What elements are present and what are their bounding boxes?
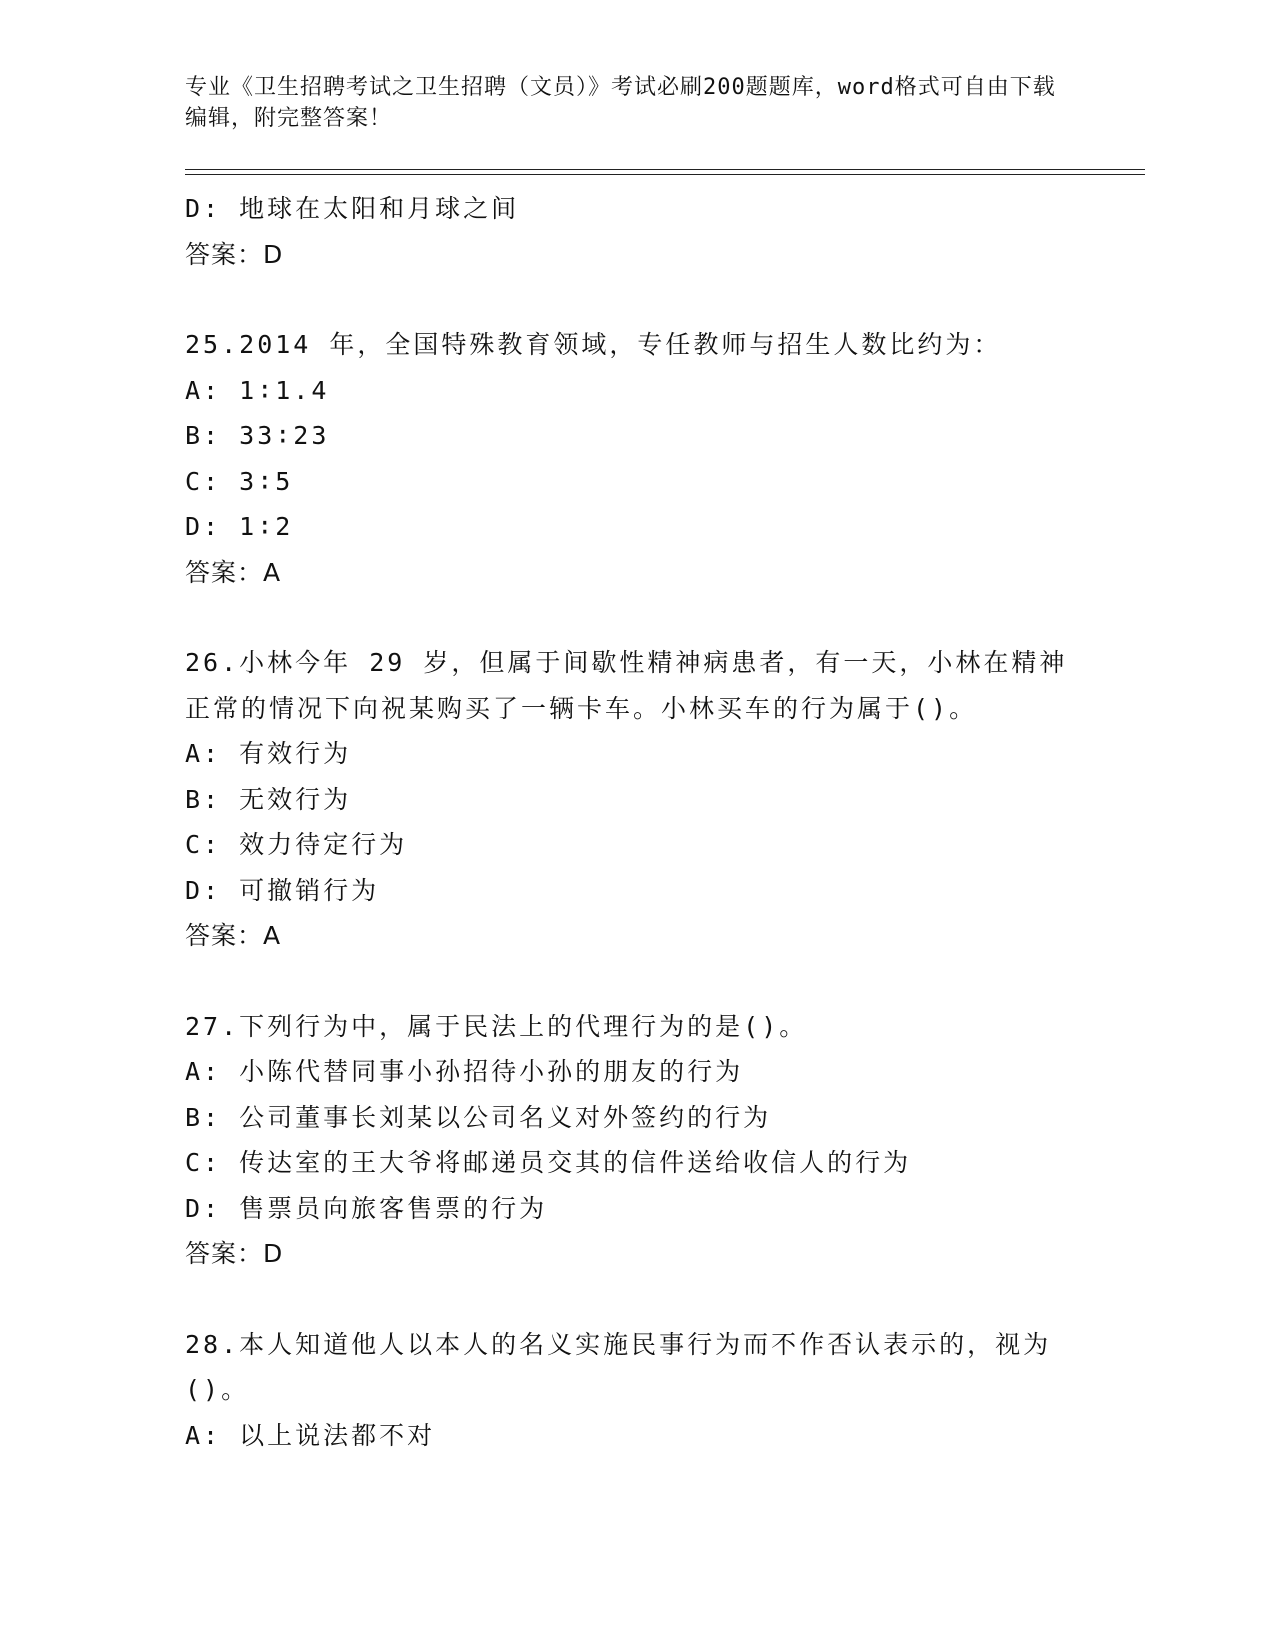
option-a: A: 有效行为 bbox=[185, 739, 352, 768]
question-stem: 27.下列行为中，属于民法上的代理行为的是()。 bbox=[185, 1011, 808, 1041]
document-header: 专业《卫生招聘考试之卫生招聘（文员）》考试必刷200题题库，word格式可自由下载编辑，附完整答案！ bbox=[185, 75, 1056, 131]
question-stem-continued: ()。 bbox=[185, 1375, 250, 1404]
option-d: D: 1∶2 bbox=[185, 512, 294, 541]
option-c: C: 3∶5 bbox=[185, 466, 294, 496]
question-stem: 28.本人知道他人以本人的名义实施民事行为而不作否认表示的，视为 bbox=[185, 1329, 1052, 1359]
option-d: D: 地球在太阳和月球之间 bbox=[185, 194, 520, 223]
option-b: B: 33∶23 bbox=[185, 421, 330, 450]
question-28 bbox=[185, 1322, 1085, 1459]
question-list bbox=[185, 186, 1085, 1458]
question-26 bbox=[185, 640, 1085, 959]
question-27 bbox=[185, 1004, 1085, 1277]
answer-line: 答案：D bbox=[185, 1239, 284, 1268]
option-d: D: 可撤销行为 bbox=[185, 875, 380, 905]
answer-line: 答案：A bbox=[185, 921, 282, 950]
option-b: B: 无效行为 bbox=[185, 784, 352, 814]
option-c: C: 传达室的王大爷将邮递员交其的信件送给收信人的行为 bbox=[185, 1148, 912, 1177]
option-d: D: 售票员向旅客售票的行为 bbox=[185, 1193, 548, 1223]
option-a: A: 以上说法都不对 bbox=[185, 1420, 436, 1450]
question-stem: 25.2014 年，全国特殊教育领域，专任教师与招生人数比约为： bbox=[185, 330, 1002, 359]
option-c: C: 效力待定行为 bbox=[185, 830, 408, 859]
header-rule-bottom bbox=[185, 174, 1145, 175]
answer-line: 答案：D bbox=[185, 239, 284, 269]
previous-question-tail bbox=[185, 186, 1085, 277]
question-25 bbox=[185, 322, 1085, 595]
option-b: B: 公司董事长刘某以公司名义对外签约的行为 bbox=[185, 1102, 772, 1132]
answer-line: 答案：A bbox=[185, 557, 282, 587]
question-stem-continued: 正常的情况下向祝某购买了一辆卡车。小林买车的行为属于()。 bbox=[185, 693, 978, 723]
option-a: A: 小陈代替同事小孙招待小孙的朋友的行为 bbox=[185, 1057, 744, 1086]
question-stem: 26.小林今年 29 岁，但属于间歇性精神病患者，有一天，小林在精神 bbox=[185, 648, 1068, 677]
header-rule-top bbox=[185, 169, 1145, 170]
option-a: A: 1∶1.4 bbox=[185, 375, 330, 405]
